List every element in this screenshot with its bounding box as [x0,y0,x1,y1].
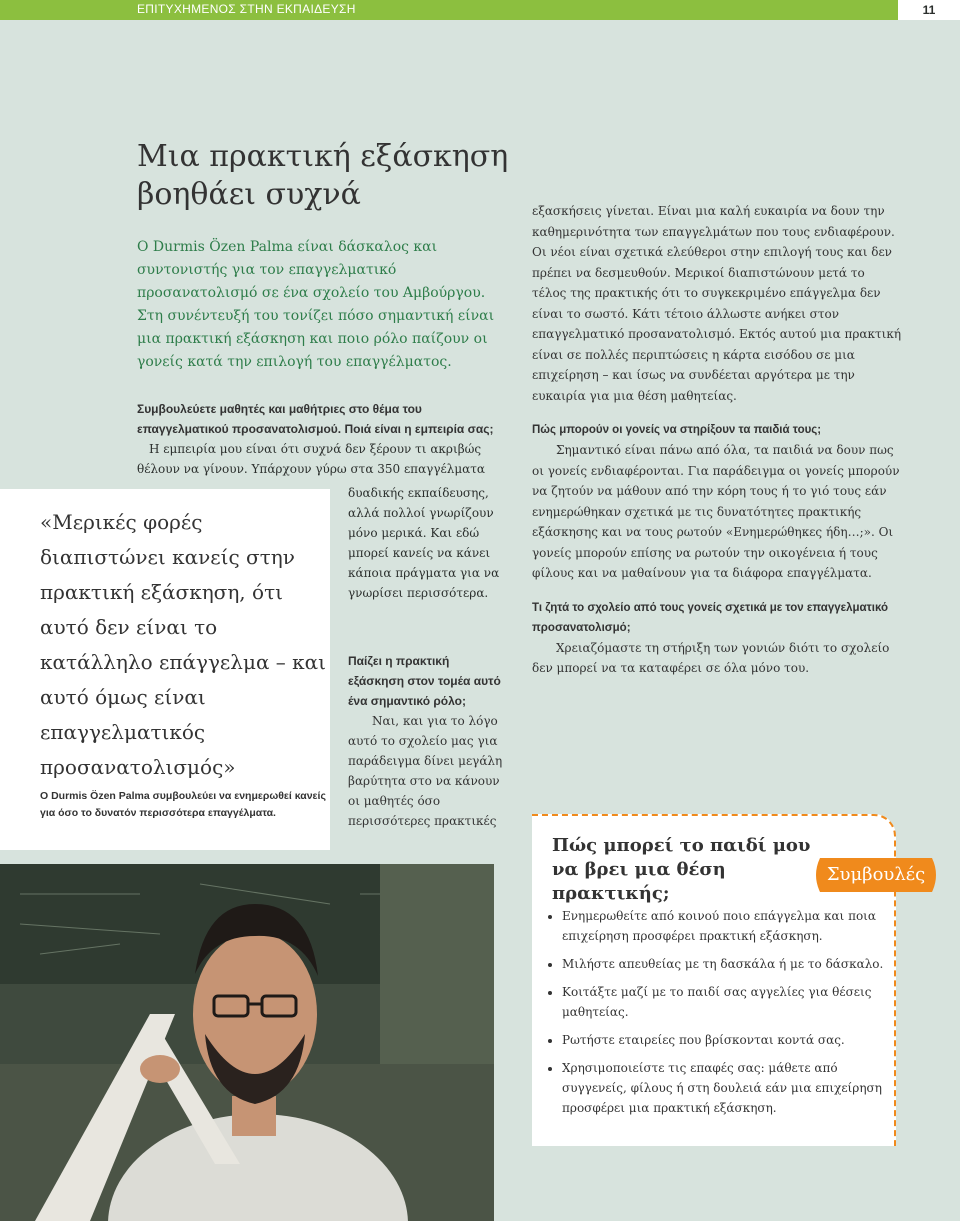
answer-3: Σημαντικό είναι πάνω από όλα, τα παιδιά να δουν πως οι γονείς ενδιαφέρονται. Για παράδειγμα οι γονείς μπορούν να ζητούν να μάθουν από την κόρη τους ή το γιό τους εάν ενημερώθηκαν σχετικά με τις δυνατότητες πρακτικής εξάσκησης και να τους ρωτούν «Ενημερώθηκες ήδη…;». Οι γονείς μπορούν επίσης να ρωτούν την οικογένεια ή τους φίλους και να μαθαίνουν για τα διάφορα επαγγέλματα. [532,443,900,580]
pull-quote-caption: Ο Durmis Özen Palma συμβουλεύει να ενημερωθεί κανείς για όσο το δυνατόν περισσότερα επαγγέλματα. [40,790,326,819]
question-4: Τι ζητά το σχολείο από τους γονείς σχετικά με τον επαγγελματικό προσανατολισμό; [532,601,889,634]
pull-quote: «Μερικές φορές διαπιστώνει κανείς στην πρακτική εξάσκηση, ότι αυτό δεν είναι το κατάλληλο επάγγελμα – και αυτό όμως είναι επαγγελματικός προσανατολισμός» [40,510,327,779]
question-3: Πώς μπορούν οι γονείς να στηρίξουν τα παιδιά τους; [532,424,822,436]
tip-item: • Ρωτήστε εταιρείες που βρίσκονται κοντά σας. [562,1030,892,1050]
tips-list [544,906,892,1126]
spacer [532,584,902,598]
tips-title: Πώς μπορεί το παιδί μου να βρει μια θέση πρακτικής; [552,835,811,904]
question-2: Παίζει η πρακτική εξάσκηση στον τομέα αυτό ένα σημαντικό ρόλο; [348,654,501,708]
answer-4: Χρειαζόμαστε τη στήριξη των γονιών διότι το σχολείο δεν μπορεί να τα καταφέρει σε όλα μόνο του. [532,640,890,675]
tip-item: • Μιλήστε απευθείας με τη δασκάλα ή με το δάσκαλο. [562,954,892,974]
answer-2-continued: εξασκήσεις γίνεται. Είναι μια καλή ευκαιρία να δουν την καθημερινότητα των επαγγελμάτων που τους ενδιαφέρουν. Οι νέοι είναι σχετικά ελεύθεροι στην επιλογή τους και δεν πρέπει να δεσμευθούν. Μερικοί διαπιστώνουν μετά το τέλος της πρακτικής ότι το συγκεκριμένο επάγγελμα δεν είναι το σωστό. Κάτι τέτοιο άλλωστε ανήκει στον επαγγελματικό προσανατολισμό. Εκτός αυτού μια πρακτική είναι σε πολλές περιπτώσεις η κάρτα εισόδου σε μια επιχείρηση – και ίσως να συνδέεται αργότερα με την ευκαιρία για μια θέση μαθητείας. [532,204,902,403]
interview-block-2 [348,483,506,603]
column-3 [532,201,902,679]
title-line-2: βοηθάει συχνά [137,177,361,212]
header-bar [0,0,960,20]
interview-block-3 [348,651,506,831]
tip-item: • Χρησιμοποιείστε τις επαφές σας: μάθετε από συγγενείς, φίλους ή στη δουλειά εάν μια επιχείρηση προσφέρει μια πρακτική εξάσκηση. [562,1058,892,1118]
tip-item: • Ενημερωθείτε από κοινού ποιο επάγγελμα και ποια επιχείρηση προσφέρει πρακτική εξάσκηση. [562,906,892,946]
article-lead: Ο Durmis Özen Palma είναι δάσκαλος και συντονιστής για τον επαγγελματικό προσανατολισμό σε ένα σχολείο του Αμβούργου. Στη συνέντευξή του τονίζει πόσο σημαντική είναι μια πρακτική εξάσκηση και ποιο ρόλο παίζουν οι γονείς κατά την επιλογή του επαγγέλματος. [137,239,495,370]
article-title [137,138,537,214]
page-number: 11 [898,0,960,20]
tips-box [532,814,926,1146]
interview-block-1 [137,399,497,479]
answer-1-continued: δυαδικής εκπαίδευσης, αλλά πολλοί γνωρίζουν μόνο μερικά. Και εδώ μπορεί κανείς να κάνει κάποια πράγματα για να γνωρίσει περισσότερα. [348,486,500,600]
section-title: ΕΠΙΤΥΧΗΜΕΝΟΣ ΣΤΗΝ ΕΚΠΑΙΔΕΥΣΗ [137,2,356,16]
spacer [532,406,902,420]
question-1: Συμβουλεύετε μαθητές και μαθήτριες στο θέμα του επαγγελματικού προσανατολισμού. Ποιά είναι η εμπειρία σας; [137,402,494,436]
tip-item: • Κοιτάξτε μαζί με το παιδί σας αγγελίες για θέσεις μαθητείας. [562,982,892,1022]
teacher-photo [0,864,494,1221]
answer-1: Η εμπειρία μου είναι ότι συχνά δεν ξέρουν τι ακριβώς θέλουν να γίνουν. Υπάρχουν γύρω στα 350 επαγγέλματα [137,442,485,476]
tips-badge-label: Συμβουλές [826,864,926,885]
title-line-1: Μια πρακτική εξάσκηση [137,139,509,174]
answer-2: Ναι, και για το λόγο αυτό το σχολείο μας για παράδειγμα δίνει μεγάλη βαρύτητα στο να κάνουν οι μαθητές όσο περισσότερες πρακτικές [348,714,503,828]
tips-badge [812,852,940,898]
